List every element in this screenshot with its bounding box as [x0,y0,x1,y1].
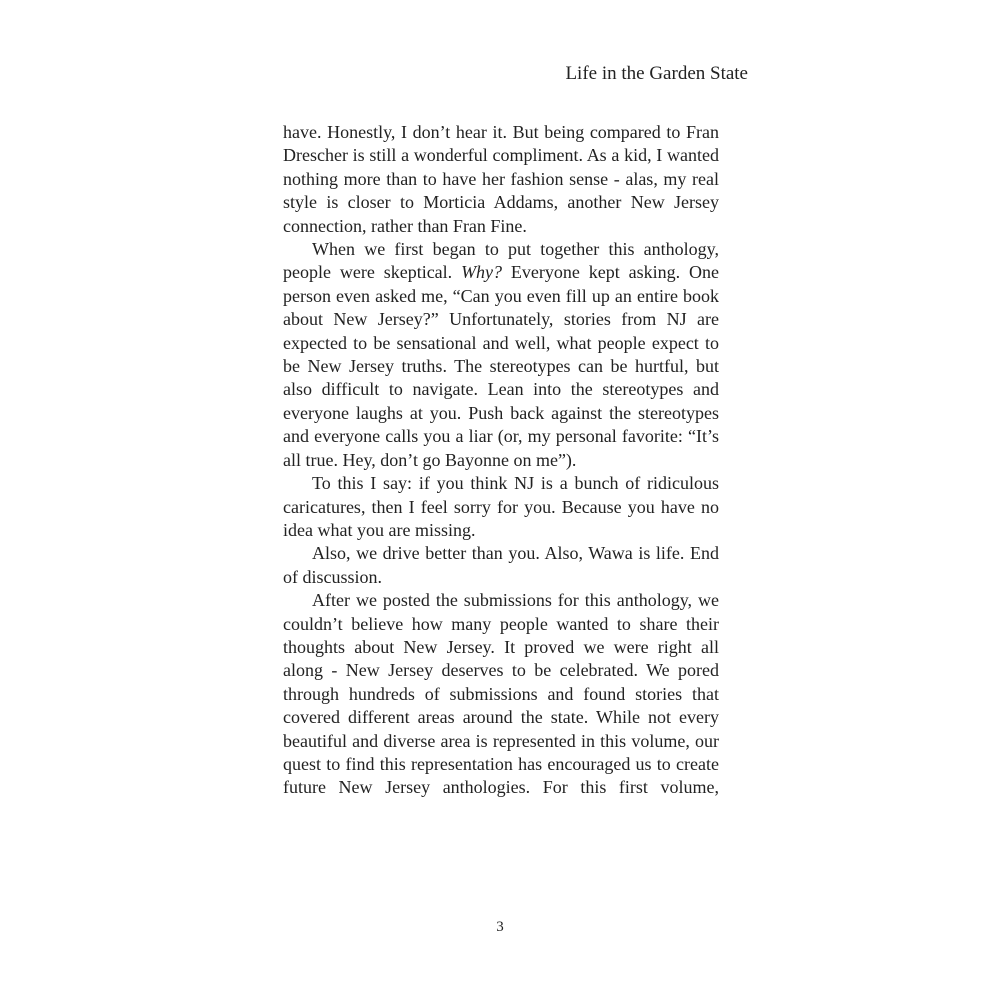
body-text [283,121,719,800]
paragraph-submissions: After we posted the submissions for this anthology, we couldn’t believe how many people wanted to share their thoughts about New Jersey. It proved we were right all along - New Jersey deserves to be celebrated. We pored through hundreds of submissions and found stories that covered different areas around the state. While not every beautiful and diverse area is represented in this volume, our quest to find this representation has encouraged us to create future New Jersey anthologies. For this first volume, [283,590,719,798]
paragraph-text: When we first began to put together this anthology, people were skeptical. [283,239,719,283]
paragraph-text: Everyone kept asking. One person even asked me, “Can you even fill up an entire book about New Jersey?” Unfortunately, stories from NJ are expected to be sensational and well, what people expect to be New Jersey truths. The stereotypes can be hurtful, but also difficult to navigate. Lean into the stereotypes and everyone laughs at you. Push back against the stereotypes and everyone calls you a liar (or, my personal favorite: “It’s all true. Hey, don’t go Bayonne on me”). [283,262,719,470]
paragraph-caricatures: To this I say: if you think NJ is a bunch of ridiculous caricatures, then I feel sorry for you. Because you have no idea what you are missing. [283,473,719,540]
emphasis-why: Why? [461,262,503,283]
paragraph-anthology-skeptical [283,238,719,472]
page-number: 3 [496,919,504,935]
running-header: Life in the Garden State [565,63,748,84]
paragraph-wawa: Also, we drive better than you. Also, Wawa is life. End of discussion. [283,543,719,587]
paragraph-continued: have. Honestly, I don’t hear it. But being compared to Fran Drescher is still a wonderful compliment. As a kid, I wanted nothing more than to have her fashion sense - alas, my real style is closer to Morticia Addams, another New Jersey connection, rather than Fran Fine. [283,122,719,236]
